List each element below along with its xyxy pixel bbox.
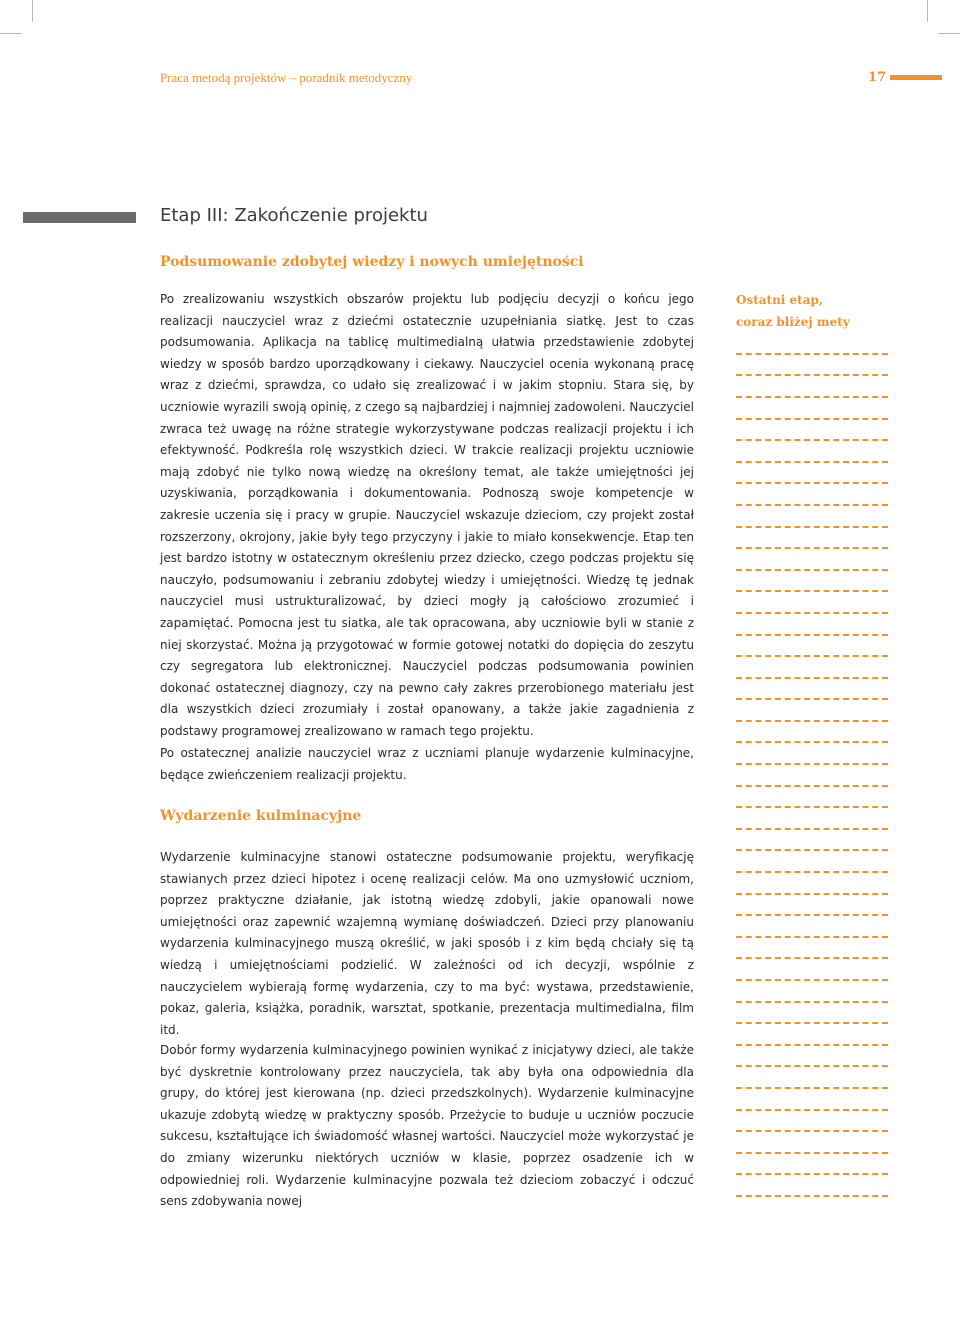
sidebar-note-lines xyxy=(736,333,888,1197)
sidebar-note-line xyxy=(736,981,888,1003)
sidebar-note-line xyxy=(736,916,888,938)
sidebar-note-line xyxy=(736,484,888,506)
sidebar-note-line xyxy=(736,1067,888,1089)
crop-mark xyxy=(938,33,960,34)
sidebar-note-line xyxy=(736,938,888,960)
sidebar-note-line xyxy=(736,873,888,895)
sidebar-note-line xyxy=(736,549,888,571)
sidebar-note-line xyxy=(736,1175,888,1197)
sidebar-note-line xyxy=(736,355,888,377)
sidebar-note-line xyxy=(736,506,888,528)
sidebar-note-line xyxy=(736,1089,888,1111)
chapter-title: Etap III: Zakończenie projektu xyxy=(160,205,428,226)
sidebar-note-line xyxy=(736,398,888,420)
sidebar-note-line xyxy=(736,657,888,679)
crop-mark xyxy=(927,0,928,22)
crop-mark xyxy=(32,0,33,22)
sidebar-note-line xyxy=(736,1024,888,1046)
page-number: 17 xyxy=(868,70,887,85)
section-heading-summary: Podsumowanie zdobytej wiedzy i nowych umiejętności xyxy=(160,254,584,270)
section-heading-culmination: Wydarzenie kulminacyjne xyxy=(160,808,362,824)
sidebar-note-line xyxy=(736,808,888,830)
sidebar-note-line xyxy=(736,463,888,485)
body-paragraph: Po zrealizowaniu wszystkich obszarów projektu lub podjęciu decyzji o końcu jego realizacji nauczyciel wraz z dziećmi ostatecznie uzupełniania siatkę. Jest to czas podsumowania. Aplikacja na tablicę multimedialną ułatwia przedstawienie zdobytej wiedzy w sposób bardzo uporządkowany i ciekawy. Nauczyciel ocenia wykonaną pracę wraz z dziećmi, sprawdza, co udało się zrealizować i w jakim stopniu. Stara się, by uczniowie wyrazili swoją opinię, z czego są najbardziej i najmniej zadowoleni. Nauczyciel zwraca też uwagę na różne strategie wykorzystywane podczas realizacji projektu i ich efektywność. Podkreśla rolę wszystkich dzieci. W trakcie realizacji projektu uczniowie mają zdobyć nie tylko nową wiedzę na określony temat, ale także umiejętności jej uzyskiwania, porządkowania i dokumentowania. Podnoszą swoje kompetencje w zakresie uczenia się i pracy w grupie. Nauczyciel wskazuje dzieciom, czy projekt został rozszerzony, okrojony, jakie były tego przyczyny i jakie to miało konsekwencje. Etap ten jest bardzo istotny w ostatecznym określeniu przez dziecko, czego podczas projektu się nauczyło, podsumowaniu i zebraniu zdobytej wiedzy i umiejętności. Wiedzę tę jednak nauczyciel musi ustrukturalizować, by dzieci mogły ją całościowo zrozumieć i zapamiętać. Pomocna jest tu siatka, ale tak opracowana, aby uczniowie byli w stanie z niej skorzystać. Można ją przygotować w formie gotowej notatki do dopięcia do zeszytu czy segregatora lub elektronicznej. Nauczyciel podczas podsumowania powinien dokonać ostatecznej diagnozy, czy na pewno cały zakres przerobionego materiału jest dla wszystkich dzieci zrozumiały i został opanowany, a także jakie zagadnienia z podstawy programowej zrealizowano w ramach tego projektu. xyxy=(160,292,694,738)
sidebar-note-line xyxy=(736,700,888,722)
sidebar-note-line xyxy=(736,528,888,550)
body-paragraph: Po ostatecznej analizie nauczyciel wraz z uczniami planuje wydarzenie kulminacyjne, będące zwieńczeniem realizacji projektu. xyxy=(160,746,694,782)
sidebar-note-line xyxy=(736,592,888,614)
sidebar-note-line xyxy=(736,743,888,765)
page-number-rule xyxy=(890,75,942,80)
sidebar-note-line xyxy=(736,787,888,809)
sidebar-note-line xyxy=(736,830,888,852)
sidebar-note-line xyxy=(736,1132,888,1154)
sidebar-note-line xyxy=(736,1111,888,1133)
sidebar-note-line xyxy=(736,959,888,981)
sidebar-note-line xyxy=(736,614,888,636)
sidebar-note xyxy=(736,290,888,1197)
sidebar-note-line xyxy=(736,765,888,787)
sidebar-note-line xyxy=(736,376,888,398)
sidebar-note-line xyxy=(736,441,888,463)
sidebar-note-line xyxy=(736,895,888,917)
sidebar-note-line xyxy=(736,420,888,442)
sidebar-note-title-line: coraz bliżej mety xyxy=(736,314,850,329)
running-head: Praca metodą projektów – poradnik metodyczny xyxy=(160,70,413,85)
sidebar-note-line xyxy=(736,333,888,355)
crop-mark xyxy=(0,33,22,34)
sidebar-note-line xyxy=(736,722,888,744)
sidebar-note-line xyxy=(736,1154,888,1176)
sidebar-note-line xyxy=(736,851,888,873)
body-paragraph: Wydarzenie kulminacyjne stanowi ostateczne podsumowanie projektu, weryfikację stawianych przez dzieci hipotez i ocenę realizacji celów. Ma ono uzmysłowić uczniom, poprzez praktyczne działanie, jak istotną wiedzę zdobyli, jakie opanowali nowe umiejętności oraz zapewnić wzajemną wymianę doświadczeń. Dzieci przy planowaniu wydarzenia kulminacyjnego muszą określić, w jaki sposób i z kim będą chciały się tą wiedzą i umiejętnościami podzielić. W zależności od ich decyzji, wspólnie z nauczycielem wybierają formę wydarzenia, czy to ma być: wystawa, przedstawienie, pokaz, galeria, książka, poradnik, warsztat, spotkanie, prezentacja multimedialna, film itd. xyxy=(160,850,694,1037)
sidebar-note-line xyxy=(736,679,888,701)
sidebar-note-title-line: Ostatni etap, xyxy=(736,293,824,307)
body-paragraph: Dobór formy wydarzenia kulminacyjnego powinien wynikać z inicjatywy dzieci, ale także być dyskretnie kontrolowany przez nauczyciela, tak aby była ona odpowiednia dla grupy, do której jest kierowana (np. dzieci przedszkolnych). Wydarzenie kulminacyjne ukazuje zdobytą wiedzę w praktyczny sposób. Przeżycie to buduje u uczniów poczucie sukcesu, kształtujące ich świadomość własnej wartości. Nauczyciel może wykorzystać je do zmiany wizerunku niektórych uczniów w klasie, poprzez osadzenie ich w odpowiedniej roli. Wydarzenie kulminacyjne pozwala też dzieciom zobaczyć i odczuć sens zdobywania nowej xyxy=(160,1043,694,1209)
sidebar-note-line xyxy=(736,636,888,658)
sidebar-note-line xyxy=(736,1046,888,1068)
sidebar-note-line xyxy=(736,571,888,593)
section-bar xyxy=(23,212,136,223)
sidebar-note-line xyxy=(736,1003,888,1025)
